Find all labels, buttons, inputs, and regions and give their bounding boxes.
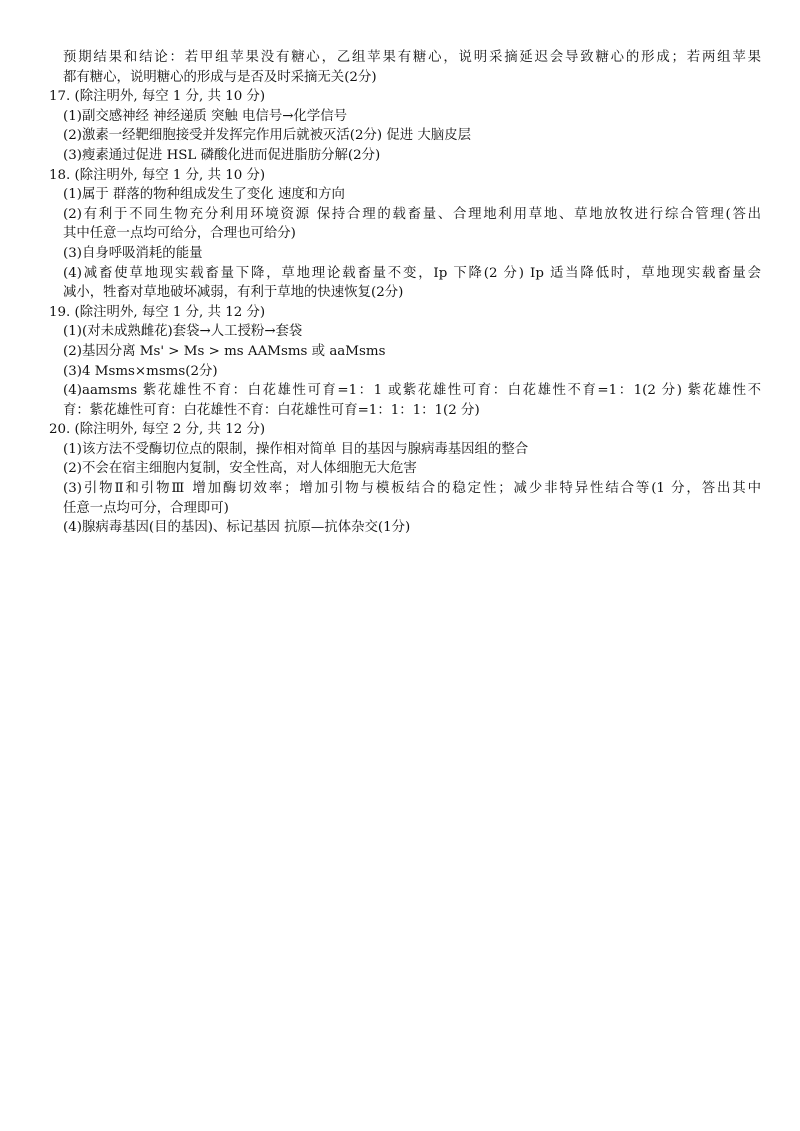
q20-part-3-line-1: (3)引物Ⅱ和引物Ⅲ 增加酶切效率；增加引物与模板结合的稳定性；减少非特异性结合等(1 分，答出其中: [63, 481, 761, 497]
q17-header: 17. (除注明外, 每空 1 分, 共 10 分): [49, 89, 266, 105]
q16-result-line-2: 都有糖心，说明糖心的形成与是否及时采摘无关(2分): [63, 69, 377, 85]
q17-part-1: (1)副交感神经 神经递质 突触 电信号→化学信号: [63, 108, 347, 124]
q19-part-3: (3)4 Msms×msms(2分): [63, 363, 218, 379]
q19-part-2: (2)基因分离 Ms' > Ms > ms AAMsms 或 aaMsms: [63, 343, 386, 359]
q17-part-2: (2)激素一经靶细胞接受并发挥完作用后就被灭活(2分) 促进 大脑皮层: [63, 128, 471, 144]
q18-part-3: (3)自身呼吸消耗的能量: [63, 245, 203, 261]
q18-part-2-line-1: (2)有利于不同生物充分利用环境资源 保持合理的载畜量、合理地利用草地、草地放牧进行综合管理(答出: [63, 206, 761, 222]
q19-part-1: (1)(对未成熟雌花)套袋→人工授粉→套袋: [63, 324, 303, 340]
q18-part-4-line-2: 减小，牲畜对草地破坏减弱，有利于草地的快速恢复(2分): [63, 285, 404, 301]
q20-part-2: (2)不会在宿主细胞内复制，安全性高，对人体细胞无大危害: [63, 461, 417, 477]
q18-part-4-line-1: (4)减畜使草地现实载畜量下降，草地理论载畜量不变，Ip 下降(2 分) Ip 适当降低时，草地现实载畜量会: [63, 265, 761, 281]
q18-header: 18. (除注明外, 每空 1 分, 共 10 分): [49, 167, 266, 183]
q17-part-3: (3)瘦素通过促进 HSL 磷酸化进而促进脂肪分解(2分): [63, 147, 381, 163]
q20-part-4: (4)腺病毒基因(目的基因)、标记基因 抗原—抗体杂交(1分): [63, 520, 411, 536]
q20-header: 20. (除注明外, 每空 2 分, 共 12 分): [49, 422, 266, 438]
q19-part-4-line-1: (4)aamsms 紫花雄性不育：白花雄性可育=1：1 或紫花雄性可育：白花雄性不育=1：1(2 分) 紫花雄性不: [63, 383, 761, 399]
q19-part-4-line-2: 育：紫花雄性可育：白花雄性不育：白花雄性可育=1：1：1：1(2 分): [63, 402, 480, 418]
q16-result-line-1: 预期结果和结论：若甲组苹果没有糖心，乙组苹果有糖心，说明采摘延迟会导致糖心的形成；若两组苹果: [63, 50, 761, 65]
q19-header: 19. (除注明外, 每空 1 分, 共 12 分): [49, 304, 266, 320]
q20-part-3-line-2: 任意一点均可分，合理即可): [63, 500, 229, 516]
q20-part-1: (1)该方法不受酶切位点的限制，操作相对简单 目的基因与腺病毒基因组的整合: [63, 441, 529, 457]
q18-part-2-line-2: 其中任意一点均可给分，合理也可给分): [63, 226, 296, 242]
q18-part-1: (1)属于 群落的物种组成发生了变化 速度和方向: [63, 187, 345, 203]
answer-text: [49, 48, 761, 538]
